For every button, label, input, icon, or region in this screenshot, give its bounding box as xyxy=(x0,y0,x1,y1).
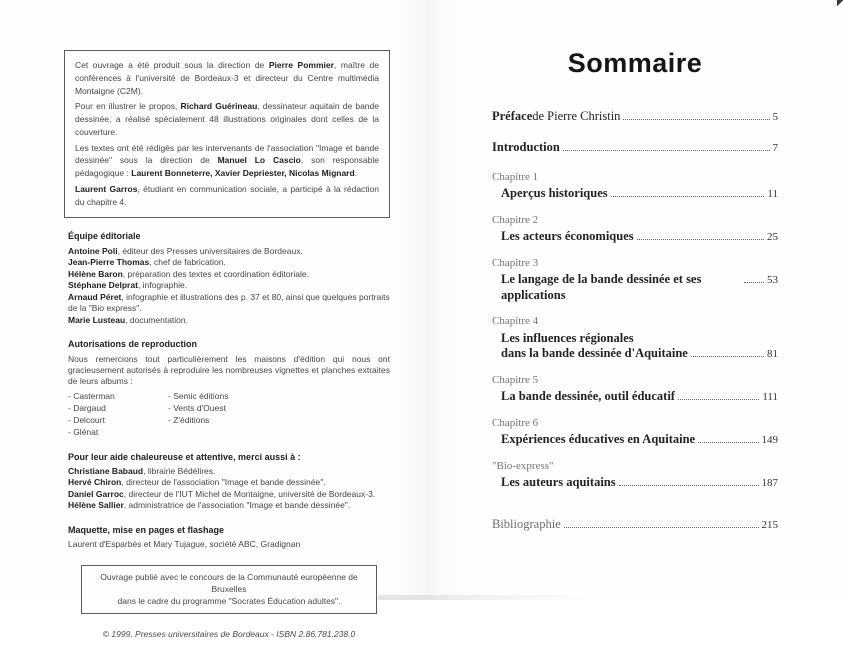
toc-dotted-leader xyxy=(563,150,770,151)
publisher-item: - Glénat xyxy=(68,426,99,437)
credits-text: , son responsable pédagogique : xyxy=(75,155,379,178)
credit-line xyxy=(68,477,390,488)
toc-page-number: 187 xyxy=(761,476,778,489)
toc-chapter-label: Chapitre 3 xyxy=(492,256,539,269)
scan-corner-artifact xyxy=(837,0,843,9)
credits-text: , étudiant en communication sociale, a participé à la rédaction du chapitre 4. xyxy=(75,183,380,207)
toc-dotted-leader xyxy=(564,527,759,528)
toc-dotted-leader xyxy=(637,239,764,240)
toc-title: Expériences éducatives en Aquitaine xyxy=(501,432,696,446)
person-names: Laurent Bonneterre, Xavier Depriester, Nicolas Mignard xyxy=(131,168,355,178)
person-name: Marie Lusteau xyxy=(68,314,126,325)
colophon-sections xyxy=(68,230,390,640)
toc-entry-bio-express xyxy=(492,460,778,491)
person-role: , librairie Bédélires. xyxy=(143,466,216,476)
toc-entry-introduction xyxy=(492,140,778,155)
toc-title-row xyxy=(492,389,778,405)
person-name: Stéphane Delprat xyxy=(68,280,138,291)
section-heading-layout: Maquette, mise en pages et flashage xyxy=(68,524,225,535)
publishers-columns xyxy=(68,391,390,439)
toc-title: Les auteurs aquitains xyxy=(501,474,616,489)
toc-dotted-leader xyxy=(619,485,759,486)
toc-title: Les acteurs économiques xyxy=(501,229,634,244)
person-role: , infographie et illustrations des p. 37 et 80, ainsi que quelques portraits de la "Bio express". xyxy=(68,291,390,314)
person-name: Jean-Pierre Thomas xyxy=(68,257,150,268)
toc-title-row xyxy=(492,346,778,362)
person-name: Christiane Babaud xyxy=(68,466,144,476)
copyright-isbn-line: © 1999, Presses universitaires de Bordeaux - ISBN 2.86.781.238.0 xyxy=(102,628,356,639)
bottom-edge-shadow xyxy=(378,595,588,600)
person-name: Hélène Baron xyxy=(68,268,123,279)
toc-entry-bibliography xyxy=(492,517,778,532)
credit-line xyxy=(68,466,390,477)
person-name: Manuel Lo Cascio xyxy=(217,155,301,166)
toc-title: dans la bande dessinée d'Aquitaine xyxy=(501,346,688,361)
toc-page-number: 81 xyxy=(767,348,778,361)
funding-notice-line: dans le cadre du programme "Socrates Éducation adultes". xyxy=(117,596,341,607)
toc-dotted-leader xyxy=(698,442,758,443)
person-name: Richard Guérineau xyxy=(180,101,258,112)
toc-label: Bibliographie xyxy=(492,516,561,531)
credits-paragraph xyxy=(75,142,379,180)
page-gutter-shadow xyxy=(400,0,462,600)
funding-notice-line: Ouvrage publié avec le concours de la Communauté européenne de Bruxelles xyxy=(100,571,358,595)
toc-title-row xyxy=(492,229,778,245)
toc-title: Aperçus historiques xyxy=(501,186,608,201)
toc-label-rest: de Pierre Christin xyxy=(532,109,621,123)
toc-title-row xyxy=(492,272,778,303)
toc-entry-chapter-1 xyxy=(492,171,778,202)
toc-entry-chapter-4 xyxy=(492,315,778,362)
toc-dotted-leader xyxy=(744,282,764,283)
toc-chapter-label: Chapitre 2 xyxy=(492,213,539,226)
toc-chapter-label: "Bio-express" xyxy=(492,459,554,472)
toc-dotted-leader xyxy=(623,119,769,120)
credit-line xyxy=(68,292,390,315)
publisher-item: - Casterman xyxy=(68,390,115,401)
funding-notice-box xyxy=(81,565,377,614)
section-heading-thanks: Pour leur aide chaleureuse et attentive, merci aussi à : xyxy=(68,451,301,462)
credits-text: . xyxy=(354,168,358,178)
section-heading-editorial-team: Équipe éditoriale xyxy=(68,231,141,242)
credits-text: Les textes ont été rédigés par les intervenants de l'association "Image et bande dessinée" sous la direction de xyxy=(75,142,379,166)
toc-title-row xyxy=(492,475,778,491)
credit-line xyxy=(68,257,390,268)
toc-label: Préface xyxy=(492,109,533,123)
person-name: Daniel Garroc xyxy=(68,488,124,499)
toc-chapter-label: Chapitre 1 xyxy=(492,171,539,183)
publisher-item: - Vents d'Ouest xyxy=(168,402,226,413)
toc-page-number: 7 xyxy=(772,142,778,154)
person-role: , administratrice de l'association "Image et bande dessinée". xyxy=(123,500,351,511)
toc-label: Introduction xyxy=(492,140,560,154)
person-role: , directeur de l'association "Image et bande dessinée". xyxy=(121,477,326,488)
credit-line xyxy=(68,280,390,291)
toc-entry-chapter-5 xyxy=(492,374,778,405)
person-name: Arnaud Péret xyxy=(68,291,122,302)
credit-line xyxy=(68,315,390,326)
toc-page-number: 11 xyxy=(767,188,778,201)
toc-page-number: 25 xyxy=(767,231,778,244)
toc-title: Le langage de la bande dessinée et ses applications xyxy=(501,272,702,302)
toc-page-number: 149 xyxy=(761,434,778,446)
credit-line xyxy=(68,500,390,511)
toc-chapter-label: Chapitre 5 xyxy=(492,373,539,386)
credits-text: Pour en illustrer le propos, xyxy=(75,101,181,112)
toc-page-number: 215 xyxy=(761,518,778,531)
person-role: , documentation. xyxy=(125,314,189,325)
credits-paragraph xyxy=(75,59,379,97)
toc-page-number: 53 xyxy=(767,274,778,287)
toc-dotted-leader xyxy=(691,356,764,357)
sommaire-page xyxy=(492,48,778,532)
person-name: Hervé Chiron xyxy=(68,477,122,488)
toc-entry-chapter-2 xyxy=(492,214,778,245)
publisher-item: - Delcourt xyxy=(68,414,105,425)
publisher-item: - Z'éditions xyxy=(168,414,210,425)
credits-text: , dessinateur aquitain de bande dessinée, a réalisé spécialement 48 illustrations originales dont celles de la couverture. xyxy=(75,101,379,137)
toc-chapter-label: Chapitre 6 xyxy=(492,416,539,429)
toc-chapter-label: Chapitre 4 xyxy=(492,315,539,328)
person-role: , directeur de l'IUT Michel de Montaigne, université de Bordeaux-3. xyxy=(123,488,376,499)
toc-entry-preface xyxy=(492,109,778,124)
page-title: Sommaire xyxy=(567,48,703,78)
toc-dotted-leader xyxy=(611,196,765,197)
credit-line xyxy=(68,269,390,280)
publisher-item: - Dargaud xyxy=(68,402,106,413)
person-name: Hélène Sallier xyxy=(68,500,124,511)
toc-dotted-leader xyxy=(678,399,759,400)
credit-line xyxy=(68,246,390,257)
toc-title-row xyxy=(492,186,778,202)
person-role: , éditeur des Presses universitaires de Bordeaux. xyxy=(117,245,303,256)
credits-paragraph xyxy=(75,100,379,138)
layout-credit-line: Laurent d'Esparbès et Mary Tujague, société ABC, Gradignan xyxy=(68,539,301,550)
section-heading-reproduction-rights: Autorisations de reproduction xyxy=(68,339,198,350)
colophon-page xyxy=(64,50,390,649)
toc-page-number: 111 xyxy=(762,391,778,404)
person-name: Pierre Pommier xyxy=(268,60,334,70)
credits-text: Cet ouvrage a été produit sous la direction de xyxy=(75,60,269,70)
toc-entry-chapter-3 xyxy=(492,257,778,303)
reproduction-intro: Nous remercions tout particulièrement les maisons d'édition qui nous ont gracieusement autorisés à reproduire les nombreuses vignettes et planches extraites de leurs albums : xyxy=(68,353,390,387)
person-name: Laurent Garros xyxy=(75,183,138,194)
credit-line xyxy=(68,489,390,500)
toc-title-first-line: Les influences régionales xyxy=(501,330,634,345)
person-role: , infographie. xyxy=(137,280,188,291)
person-role: , chef de fabrication. xyxy=(149,257,226,268)
credits-box xyxy=(64,50,390,218)
toc-title: La bande dessinée, outil éducatif xyxy=(501,389,675,404)
credits-paragraph xyxy=(75,183,379,209)
publishers-column-2 xyxy=(168,391,268,439)
toc-entry-chapter-6 xyxy=(492,417,778,448)
publishers-column-1 xyxy=(68,391,168,439)
toc-title-row xyxy=(492,432,778,448)
person-role: , préparation des textes et coordination éditoriale. xyxy=(122,268,309,279)
person-name: Antoine Poli xyxy=(68,245,118,256)
credits-text: , maître de conférences à l'université de Bordeaux-3 et directeur du Centre multimédia Montaigne (C2M). xyxy=(75,60,379,96)
publisher-item: - Semic éditions xyxy=(168,390,229,401)
toc-page-number: 5 xyxy=(772,111,778,123)
